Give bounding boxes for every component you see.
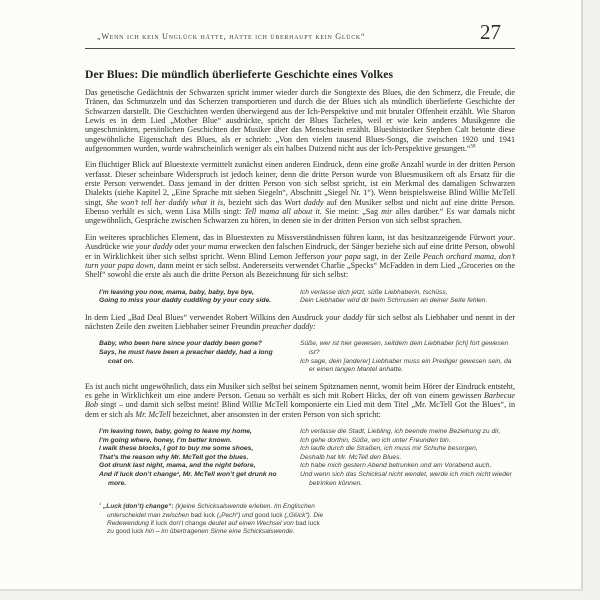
lyric-english-original: Baby, who been here since your daddy been gone? Says, he must have been a preacher daddy, had a long coat on. [99, 340, 273, 365]
running-header [85, 22, 515, 43]
running-header-title: „Wenn ich kein Unglück hätte, hätte ich überhaupt kein Glück“ [97, 32, 366, 41]
lyric-quote-wilkins [99, 340, 515, 374]
lyric-german-translation: Süße, wer ist hier gewesen, seitdem dein Liebhaber [ich] fort gewesen ist? Ich sage, dein [anderer] Liebhaber muss ein Prediger gewesen sein, da er einen langen Mantel anhatte. [300, 340, 512, 374]
page-edge-margin-bottom [0, 591, 583, 600]
paragraph-third-person: Ein flüchtiger Blick auf Bluestexte vermittelt zunächst einen anderen Eindruck, denn eine große Anzahl wurde in der dritten Person verfasst. Dieser scheinbare Widerspruch ist jedoch keiner, denn die dritte Person wurde von Bluesmusikern oft als Ersatz für die erste Person verwendet. Dass jemand in der dritten Person von sich selbst spricht, ist ein Merkmal des damaligen Schwarzen Dialekts (siehe Kapitel 2, „Eine Sprache mit sieben Siegeln“, Abschnitt „Siegel Nr. 1“). Wenn beispielsweise Blind Willie McTell singt, She won’t tell her daddy what it is, bezieht sich das Wort daddy auf den Musiker selbst und nicht auf eine dritte Person. Ebenso verhält es sich, wenn Lisa Mills singt: Tell mama all about it. Sie meint: „Sag mir alles darüber.“ Es war damals nicht ungewöhnlich, Gespräche zwischen Schwarzen zu hören, in denen sie in der dritten Person von sich selbst sprachen. [85, 160, 516, 226]
section-title: Der Blues: Die mündlich überlieferte Geschichte eines Volkes [85, 68, 394, 81]
lyric-german-translation: Ich verlasse dich jetzt, süße Liebhaberin, tschüss, Dein Liebhaber wird dir beim Schmusen an deiner Seite fehlen. [300, 288, 488, 305]
lyric-quote-mctell [99, 428, 515, 488]
page-edge-margin-right [583, 0, 600, 600]
page-edge-line-bottom [0, 589, 583, 591]
lyric-english-original: I’m leaving you now, mama, baby, baby, bye bye, Going to miss your daddy cuddling by your cozy side. [99, 288, 272, 305]
page-content [85, 22, 515, 537]
page-edge-line-right [581, 0, 583, 594]
footnote-luck-dont-change: $^1$ „Luck (don’t) change“: (k)eine Schicksalswende erleben. Im Englischen unterscheidet man zwischen bad luck („Pech“) und good luck („Glück“). Die Redewendung if luck don’t change deutet auf einen Wechsel von bad luck zu good luck hin – im übertragenen Sinne eine Schicksalswende. [99, 500, 324, 536]
lyric-german-translation: Ich verlasse die Stadt, Liebling, ich beende meine Beziehung zu dir, Ich gehe dorthin, Süße, wo ich unter Freunden bin. Ich laufe durch die Straßen, ich muss mir Schuhe besorgen, Deshalb hat Mr. McTell den Blues. Ich habe mich gestern Abend betrunken und am Vorabend auch, Und wenn sich das Schicksal nicht wendet, werde ich mich nicht wieder betrinken können. [300, 428, 512, 487]
paragraph-nicknames: Es ist auch nicht ungewöhnlich, dass ein Musiker sich selbst bei seinem Spitznamen nennt, womit beim Hörer der Eindruck entsteht, es gehe in Wirklichkeit um eine andere Person. Genau so verhält es sich mit Robert Hicks, der oft von einem gewissen Barbecue Bob singt – und damit sich selbst meint! Blind Willie McTell komponierte ein Lied mit dem Titel „Mr. McTell Got the Blues“, in dem er sich als Mr. McTell bezeichnet, aber ansonsten in der ersten Person von sich spricht: [85, 381, 515, 419]
paragraph-bad-deal-blues: In dem Lied „Bad Deal Blues“ verwendet Robert Wilkins den Ausdruck your daddy für sich selbst als Liebhaber und nennt in der nächsten Zeile den zweiten Liebhaber seiner Freundin preacher daddy: [85, 312, 516, 332]
page-number: 27 [480, 20, 501, 44]
lyric-english-original: I’m leaving town, baby, going to leave my home, I’m going where, honey, I’m better known. I walk these blocks, I got to buy me some shoes, That’s the reason why Mr. McTell got the blues. Got drunk last night, mama, and the night before, And if luck don’t change¹, Mr. McTell won’t get drunk no more. [99, 428, 277, 487]
lyric-quote-mcfadden [99, 289, 515, 306]
paragraph-possessive-your: Ein weiteres sprachliches Element, das in Bluestexten zu Missverständnissen führen kann, ist das besitzanzeigende Fürwort your. Ausdrücke wie your daddy oder your mama erwecken den falschen Eindruck, der Sänger beziehe sich auf eine dritte Person, obwohl er in Wirklichkeit über sich selbst spricht. Wenn Blind Lemon Jefferson your papa sagt, in der Zeile Peach orchard mama, don’t turn your papa down, dann meint er sich selbst. Andererseits verwendet Charlie „Specks“ McFadden in dem Lied „Groceries on the Shelf“ sowohl die erste als auch die dritte Person als Bezeichnung für sich selbst: [85, 232, 516, 280]
header-divider [85, 48, 515, 49]
paragraph-genetic-memory: Das genetische Gedächtnis der Schwarzen spricht immer wieder durch die Songtexte des Blues, die den Schmerz, die Freude, die Tränen, das Schmunzeln und das Scherzen transportieren und durch die der Blues sich als mündlich überlieferte Geschichte der Schwarzen darstellt. Die Geschichten werden überwiegend aus der Ich-Perspektive und mit brutaler Offenheit erzählt. Wie Sharon Lewis es in dem Lied „Mother Blue“ ausdrückte, spricht der Blues Tacheles, weil er wie kein anderes Musikgenre die ungeschminkten, persönlichen Geschichten der Musiker über das Menschsein erzählt. Blueshistoriker Stephen Calt betonte diese ungewöhnliche Eigenschaft des Blues, als er schrieb: „Von den vielen tausend Blues-Songs, die zwischen 1920 und 1941 aufgenommen wurden, wurde wahrscheinlich weniger als ein halbes Dutzend nicht aus der Ich-Perspektive gesungen.“$^{58}$ [85, 88, 515, 154]
